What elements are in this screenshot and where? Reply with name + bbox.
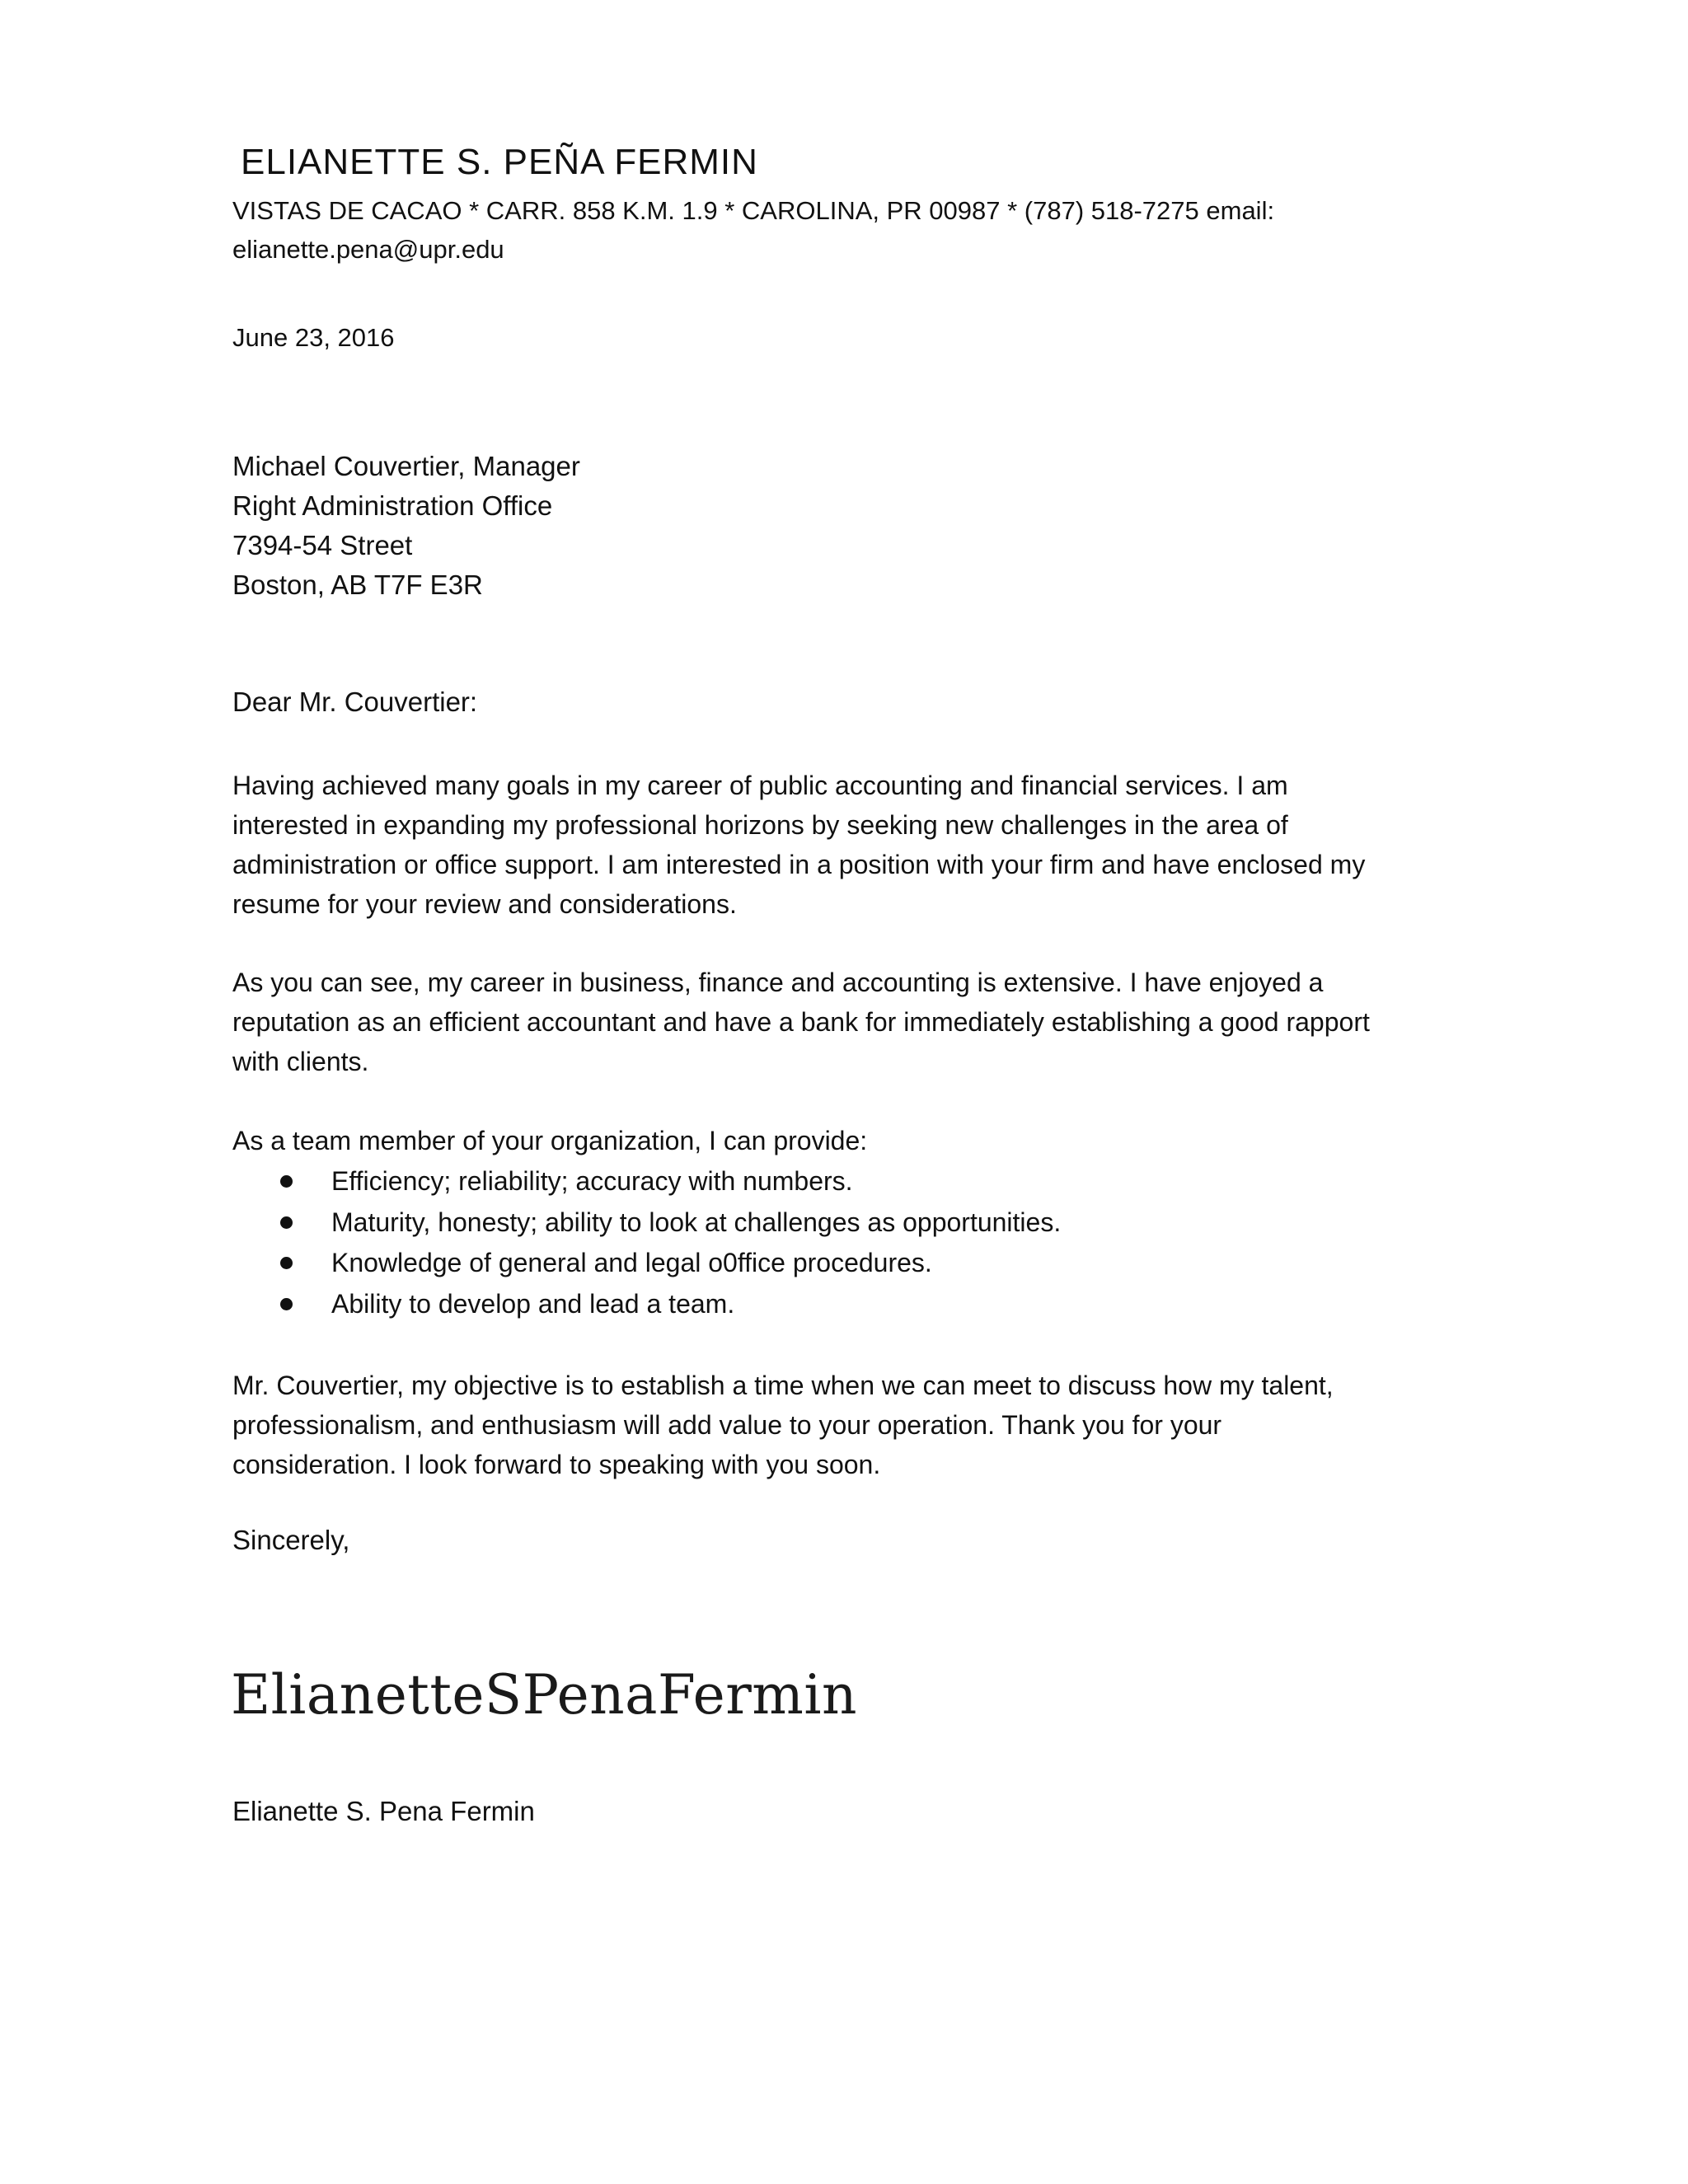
recipient-company: Right Administration Office: [232, 490, 553, 521]
qualities-list: [232, 1161, 1469, 1324]
list-item-text: Efficiency; reliability; accuracy with numbers.: [331, 1166, 853, 1196]
list-item: [232, 1161, 1469, 1202]
paragraph-closing: [232, 1366, 1469, 1484]
recipient-street: 7394-54 Street: [232, 530, 413, 560]
recipient-city: Boston, AB T7F E3R: [232, 569, 483, 600]
paragraph-line: with clients.: [232, 1047, 369, 1076]
sender-address: [232, 191, 1469, 269]
closing: Sincerely,: [232, 1525, 350, 1555]
paragraph-line: administration or office support. I am interested in a position with your firm and have enclosed my: [232, 850, 1366, 879]
paragraph-line: interested in expanding my professional horizons by seeking new challenges in the area of: [232, 810, 1288, 840]
list-item: [232, 1202, 1469, 1244]
paragraph-line: professionalism, and enthusiasm will add value to your operation. Thank you for your: [232, 1410, 1222, 1440]
recipient-name: Michael Couvertier, Manager: [232, 451, 580, 481]
list-item-text: Knowledge of general and legal o0ffice procedures.: [331, 1248, 932, 1277]
bullet-icon: [280, 1298, 293, 1310]
list-item: [232, 1243, 1469, 1284]
salutation: Dear Mr. Couvertier:: [232, 687, 478, 717]
paragraph-line: Mr. Couvertier, my objective is to establish a time when we can meet to discuss how my talent,: [232, 1371, 1334, 1400]
paragraph-line: Having achieved many goals in my career of public accounting and financial services. I am: [232, 771, 1288, 800]
recipient-block: [232, 447, 1469, 605]
bullet-icon: [280, 1257, 293, 1269]
letter-date: June 23, 2016: [232, 323, 395, 352]
paragraph-line: consideration. I look forward to speaking with you soon.: [232, 1450, 881, 1479]
bullet-icon: [280, 1216, 293, 1229]
address-line: VISTAS DE CACAO * CARR. 858 K.M. 1.9 * CAROLINA, PR 00987 * (787) 518-7275 email:: [232, 196, 1275, 225]
email-line: elianette.pena@upr.edu: [232, 235, 504, 264]
paragraph-career: [232, 963, 1469, 1081]
list-item-text: Ability to develop and lead a team.: [331, 1288, 735, 1319]
paragraph-line: resume for your review and considerations.: [232, 889, 737, 919]
list-item: [232, 1284, 1469, 1325]
paragraph-line: As you can see, my career in business, finance and accounting is extensive. I have enjoyed a: [232, 968, 1324, 997]
paragraph-line: As a team member of your organization, I can provide:: [232, 1126, 868, 1155]
paragraph-intro: [232, 766, 1469, 924]
bullet-icon: [280, 1175, 293, 1188]
printed-name: Elianette S. Pena Fermin: [232, 1796, 535, 1826]
paragraph-line: reputation as an efficient accountant and have a bank for immediately establishing a good rapport: [232, 1007, 1370, 1037]
list-item-text: Maturity, honesty; ability to look at challenges as opportunities.: [331, 1207, 1062, 1237]
sender-name: ELIANETTE S. PEÑA FERMIN: [241, 142, 758, 182]
paragraph-provide-intro: [232, 1121, 1469, 1160]
signature: ElianetteSPenaFermin: [231, 1663, 857, 1727]
